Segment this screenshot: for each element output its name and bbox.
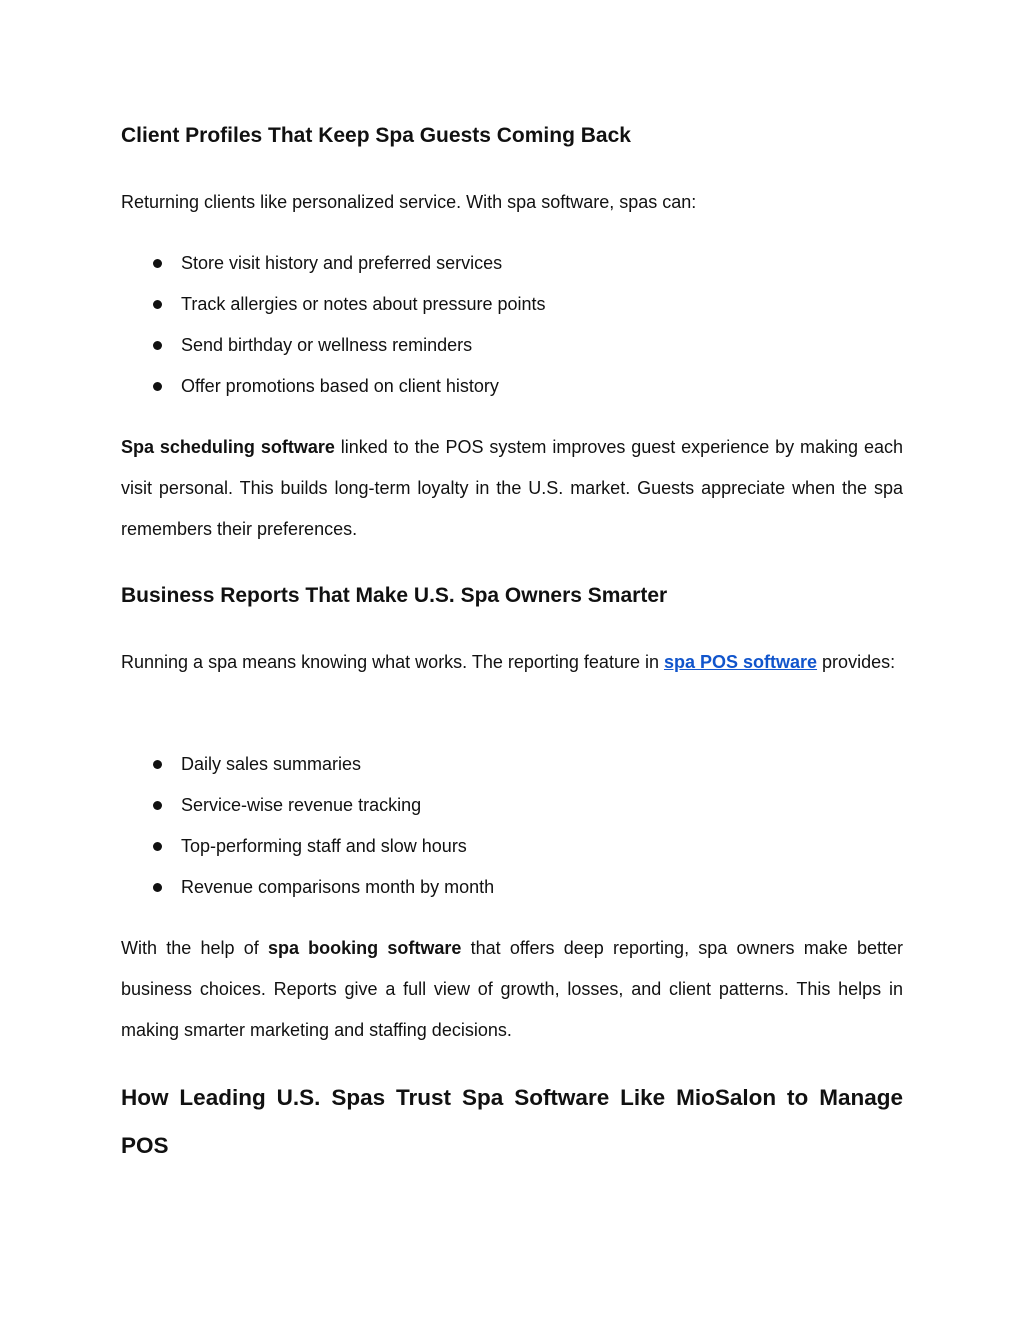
paragraph-text: Running a spa means knowing what works. The reporting feature in [121,652,664,672]
bold-term-spa-booking-software: spa booking software [267,938,462,958]
business-reports-paragraph [121,928,903,1051]
bullet-icon [153,760,162,769]
section-heading-business-reports: Business Reports That Make U.S. Spa Owners Smarter [121,584,668,607]
business-reports-list [121,748,903,912]
bullet-icon [153,382,162,391]
list-item [121,329,903,370]
client-profiles-intro: Returning clients like personalized service. With spa software, spas can: [121,192,697,212]
list-item [121,871,903,912]
list-item [121,370,903,411]
paragraph-text: that offers deep reporting, spa owners make better business choices. Reports give a full view of growth, losses, and client patterns. This helps in making smarter marketing and staffing decisions. [121,938,904,1040]
list-item [121,247,903,288]
paragraph-text: With the help of [121,938,268,958]
client-profiles-list [121,247,903,411]
list-item [121,288,903,329]
list-item-text: Store visit history and preferred services [181,253,503,273]
bullet-icon [153,801,162,810]
bullet-icon [153,883,162,892]
business-reports-intro [121,642,903,683]
list-item-text: Track allergies or notes about pressure points [181,294,546,314]
paragraph-text: provides: [817,652,896,672]
list-item [121,748,903,789]
client-profiles-paragraph [121,427,903,550]
bullet-icon [153,842,162,851]
spa-pos-software-link[interactable]: spa POS software [663,652,818,672]
section-heading-client-profiles: Client Profiles That Keep Spa Guests Coming Back [121,124,631,147]
paragraph-text: linked to the POS system improves guest experience by making each visit personal. This builds long-term loyalty in the U.S. market. Guests appreciate when the spa remembers their preferences. [121,437,903,539]
list-item-text: Top-performing staff and slow hours [181,836,467,856]
list-item-text: Offer promotions based on client history [181,376,499,396]
list-item [121,789,903,830]
section-heading-leading-spas: How Leading U.S. Spas Trust Spa Software Like MioSalon to Manage POS [121,1085,903,1158]
list-item-text: Daily sales summaries [181,754,362,774]
bullet-icon [153,341,162,350]
list-item [121,830,903,871]
bold-term-spa-scheduling-software: Spa scheduling software [121,437,335,457]
bullet-icon [153,300,162,309]
list-item-text: Revenue comparisons month by month [181,877,495,897]
list-item-text: Send birthday or wellness reminders [181,335,473,355]
list-item-text: Service-wise revenue tracking [181,795,422,815]
bullet-icon [153,259,162,268]
